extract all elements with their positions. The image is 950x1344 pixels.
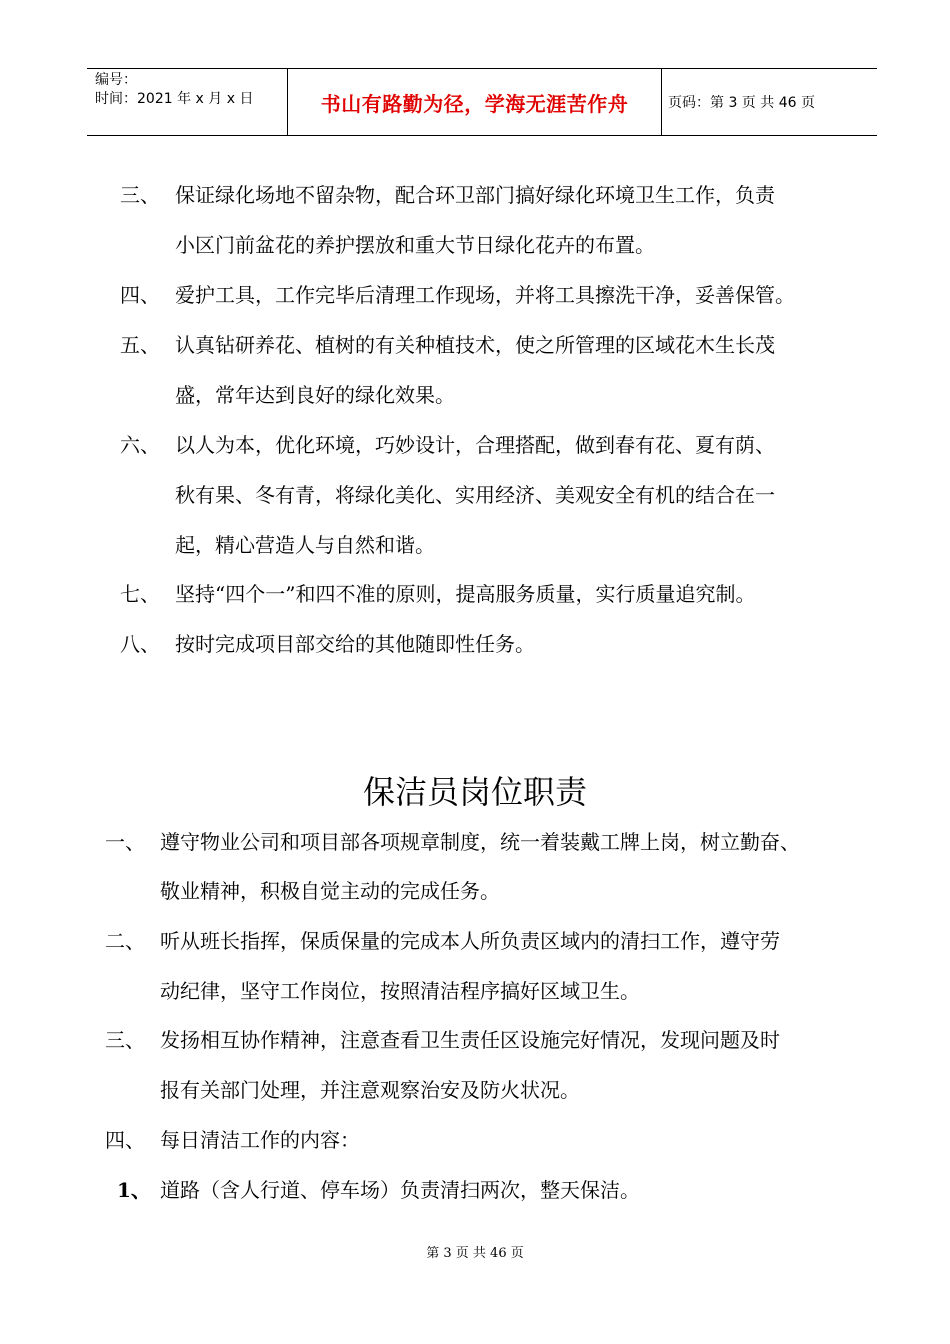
- list-item-text: 敬业精神，积极自觉主动的完成任务。: [160, 879, 500, 903]
- list-item-text: 保证绿化场地不留杂物，配合环卫部门搞好绿化环境卫生工作，负责: [175, 183, 775, 207]
- list-item-number: 五、: [120, 333, 160, 357]
- list-item-text: 盛，常年达到良好的绿化效果。: [175, 383, 455, 407]
- list-item-text: 发扬相互协作精神，注意查看卫生责任区设施完好情况，发现问题及时: [160, 1028, 780, 1052]
- list-item-text: 遵守物业公司和项目部各项规章制度，统一着装戴工牌上岗，树立勤奋、: [160, 830, 800, 854]
- document-number: 编号：: [95, 72, 137, 88]
- list-item-text: 秋有果、冬有青，将绿化美化、实用经济、美观安全有机的结合在一: [175, 483, 775, 507]
- list-item-text: 报有关部门处理，并注意观察治安及防火状况。: [160, 1078, 580, 1102]
- list-item-number: 六、: [120, 433, 160, 457]
- list-item-text: 动纪律，坚守工作岗位，按照清洁程序搞好区域卫生。: [160, 979, 640, 1003]
- page-header: [87, 68, 877, 136]
- list-item-text: 每日清洁工作的内容：: [160, 1128, 360, 1152]
- list-item-text: 以人为本，优化环境，巧妙设计，合理搭配，做到春有花、夏有荫、: [175, 433, 775, 457]
- list-item-text: 按时完成项目部交给的其他随即性任务。: [175, 632, 535, 656]
- list-item-number: 四、: [105, 1128, 145, 1152]
- list-item-text: 坚持“四个一”和四不准的原则，提高服务质量，实行质量追究制。: [175, 582, 756, 606]
- list-item-number: 一、: [105, 830, 145, 854]
- page-footer: 第 3 页 共 46 页: [426, 1246, 524, 1261]
- list-item-number: 三、: [120, 183, 160, 207]
- list-item-number: 八、: [120, 632, 160, 656]
- list-item-text: 道路（含人行道、停车场）负责清扫两次，整天保洁。: [160, 1178, 640, 1202]
- list-item-number: 四、: [120, 283, 160, 307]
- list-item-text: 起，精心营造人与自然和谐。: [175, 533, 435, 557]
- header-meta: [87, 69, 288, 135]
- list-item-number: 三、: [105, 1028, 145, 1052]
- document-date: 时间：2021 年 x 月 x 日: [95, 91, 254, 107]
- section-title: 保洁员岗位职责: [362, 773, 587, 811]
- list-item-text: 认真钻研养花、植树的有关种植技术，使之所管理的区域花木生长茂: [175, 333, 775, 357]
- header-motto: 书山有路勤为径，学海无涯苦作舟: [288, 69, 662, 135]
- list-item-text: 小区门前盆花的养护摆放和重大节日绿化花卉的布置。: [175, 233, 655, 257]
- list-item-number: 七、: [120, 582, 160, 606]
- header-page-number: 页码：第 3 页 共 46 页: [668, 95, 815, 111]
- list-item-number: 1、: [117, 1178, 151, 1202]
- list-item-number: 二、: [105, 929, 145, 953]
- list-item-text: 听从班长指挥，保质保量的完成本人所负责区域内的清扫工作，遵守劳: [160, 929, 780, 953]
- list-item-text: 爱护工具，工作完毕后清理工作现场，并将工具擦洗干净，妥善保管。: [175, 283, 795, 307]
